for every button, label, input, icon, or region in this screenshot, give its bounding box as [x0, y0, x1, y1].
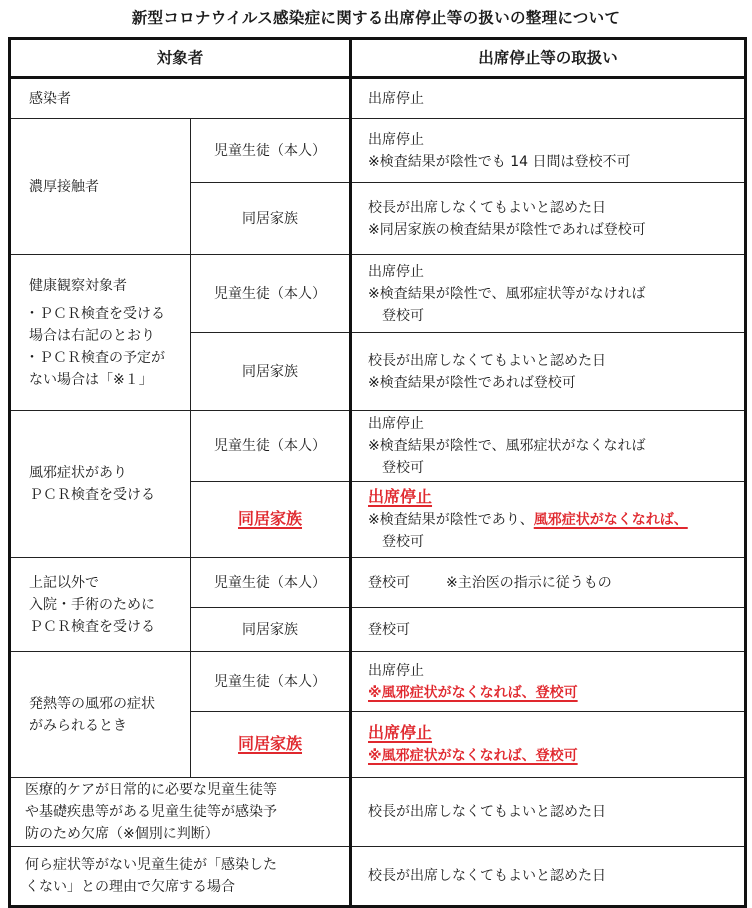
- cold-pcr-student-handling: [351, 411, 746, 482]
- text-line: ない場合は「※１」: [29, 371, 153, 388]
- fever-family-label: [191, 712, 351, 778]
- health-observation-student-label: 児童生徒（本人）: [191, 255, 351, 333]
- text-line: 防のため欠席（※個別に判断）: [25, 826, 219, 842]
- text-line: ※検査結果が陰性で、風邪症状等がなければ: [368, 285, 646, 302]
- row-infected-target: 感染者: [10, 78, 351, 119]
- page-title: 新型コロナウイルス感染症に関する出席停止等の扱いの整理について: [131, 9, 621, 27]
- fever-family-handling: [351, 712, 746, 778]
- table-row: [10, 778, 746, 847]
- cold-pcr-family-handling: [351, 482, 746, 558]
- health-observation-target: [10, 255, 191, 411]
- table-row: [10, 558, 746, 608]
- fever-student-label: 児童生徒（本人）: [191, 652, 351, 712]
- highlight-text: 同居家族: [238, 509, 303, 528]
- text-line: ＰＣＲ検査を受ける: [29, 487, 155, 503]
- text-line: くない」との理由で欠席する場合: [25, 879, 235, 895]
- fever-target: [10, 652, 191, 778]
- highlight-text: 同居家族: [238, 734, 303, 753]
- text-line: ※検査結果が陰性で、風邪症状がなくなれば: [368, 438, 646, 454]
- hospital-pcr-family-handling: 登校可: [351, 608, 746, 652]
- table-row: [10, 411, 746, 482]
- header-handling: 出席停止等の取扱い: [351, 39, 746, 78]
- text-line: 出席停止: [368, 416, 425, 432]
- text-line: ※同居家族の検査結果が陰性であれば登校可: [368, 221, 646, 238]
- text-line: 校長が出席しなくてもよいと認めた日: [368, 199, 607, 216]
- highlight-text: 出席停止: [368, 723, 433, 742]
- no-symptoms-handling: 校長が出席しなくてもよいと認めた日: [351, 847, 746, 907]
- fever-student-handling: [351, 652, 746, 712]
- text-line: ＰＣＲ検査を受ける: [29, 618, 155, 635]
- highlight-text: 出席停止: [368, 487, 433, 506]
- text-line: 場合は右記のとおり: [29, 327, 155, 344]
- medical-care-handling: 校長が出席しなくてもよいと認めた日: [351, 778, 746, 847]
- text-line: 入院・手術のために: [29, 596, 155, 613]
- text-line: 出席停止: [368, 263, 425, 280]
- text-line: 登校可: [368, 574, 411, 591]
- text-line: ※検査結果が陰性であれば登校可: [368, 374, 576, 391]
- close-contact-student-handling: [351, 119, 746, 183]
- text-line: 医療的ケアが日常的に必要な児童生徒等: [25, 782, 277, 798]
- row-close-contact-target: 濃厚接触者: [10, 119, 191, 255]
- text-line: 健康観察対象者: [29, 277, 127, 294]
- text-line: 登校可: [382, 307, 425, 324]
- header-target: 対象者: [10, 39, 351, 78]
- cold-pcr-family-label: [191, 482, 351, 558]
- table-row: [10, 119, 746, 183]
- text-line: ・ＰＣＲ検査の予定が: [25, 349, 165, 366]
- hospital-pcr-family-label: 同居家族: [191, 608, 351, 652]
- close-contact-family-handling: [351, 183, 746, 255]
- health-observation-family-label: 同居家族: [191, 333, 351, 411]
- text-line: 登校可: [382, 534, 425, 550]
- text-line: ※検査結果が陰性でも 14 日間は登校不可: [368, 153, 631, 170]
- attendance-table: [8, 37, 747, 908]
- no-symptoms-target: [10, 847, 351, 907]
- table-row: [10, 652, 746, 712]
- text-line: 風邪症状があり: [29, 465, 127, 481]
- text-line: 出席停止: [368, 131, 425, 148]
- text-line: ※主治医の指示に従うもの: [446, 574, 612, 591]
- close-contact-family-label: 同居家族: [191, 183, 351, 255]
- table-row: [10, 255, 746, 333]
- health-observation-family-handling: [351, 333, 746, 411]
- hospital-pcr-student-handling: [351, 558, 746, 608]
- health-observation-student-handling: [351, 255, 746, 333]
- table-row: [10, 847, 746, 907]
- text-line: ・ＰＣＲ検査を受ける: [25, 305, 165, 322]
- table-row: [10, 78, 746, 119]
- highlight-text: ※風邪症状がなくなれば、登校可: [368, 748, 578, 764]
- text-line: 上記以外で: [29, 574, 99, 591]
- text-line: がみられるとき: [29, 717, 127, 734]
- highlight-text: ※風邪症状がなくなれば、登校可: [368, 684, 578, 701]
- row-infected-handling: 出席停止: [351, 78, 746, 119]
- table-header-row: [10, 39, 746, 78]
- hospital-pcr-target: [10, 558, 191, 652]
- hospital-pcr-student-label: 児童生徒（本人）: [191, 558, 351, 608]
- text-line: や基礎疾患等がある児童生徒等が感染予: [25, 804, 277, 820]
- text-line: 校長が出席しなくてもよいと認めた日: [368, 352, 607, 369]
- text-line: 登校可: [382, 460, 425, 476]
- text-line: ※検査結果が陰性であり、: [368, 512, 534, 528]
- close-contact-student-label: 児童生徒（本人）: [191, 119, 351, 183]
- cold-pcr-target: [10, 411, 191, 558]
- text-line: 発熱等の風邪の症状: [29, 695, 155, 712]
- text-line: 何ら症状等がない児童生徒が「感染した: [25, 857, 277, 873]
- cold-pcr-student-label: 児童生徒（本人）: [191, 411, 351, 482]
- highlight-text: 風邪症状がなくなれば、: [533, 512, 688, 528]
- medical-care-target: [10, 778, 351, 847]
- text-line: 出席停止: [368, 662, 425, 679]
